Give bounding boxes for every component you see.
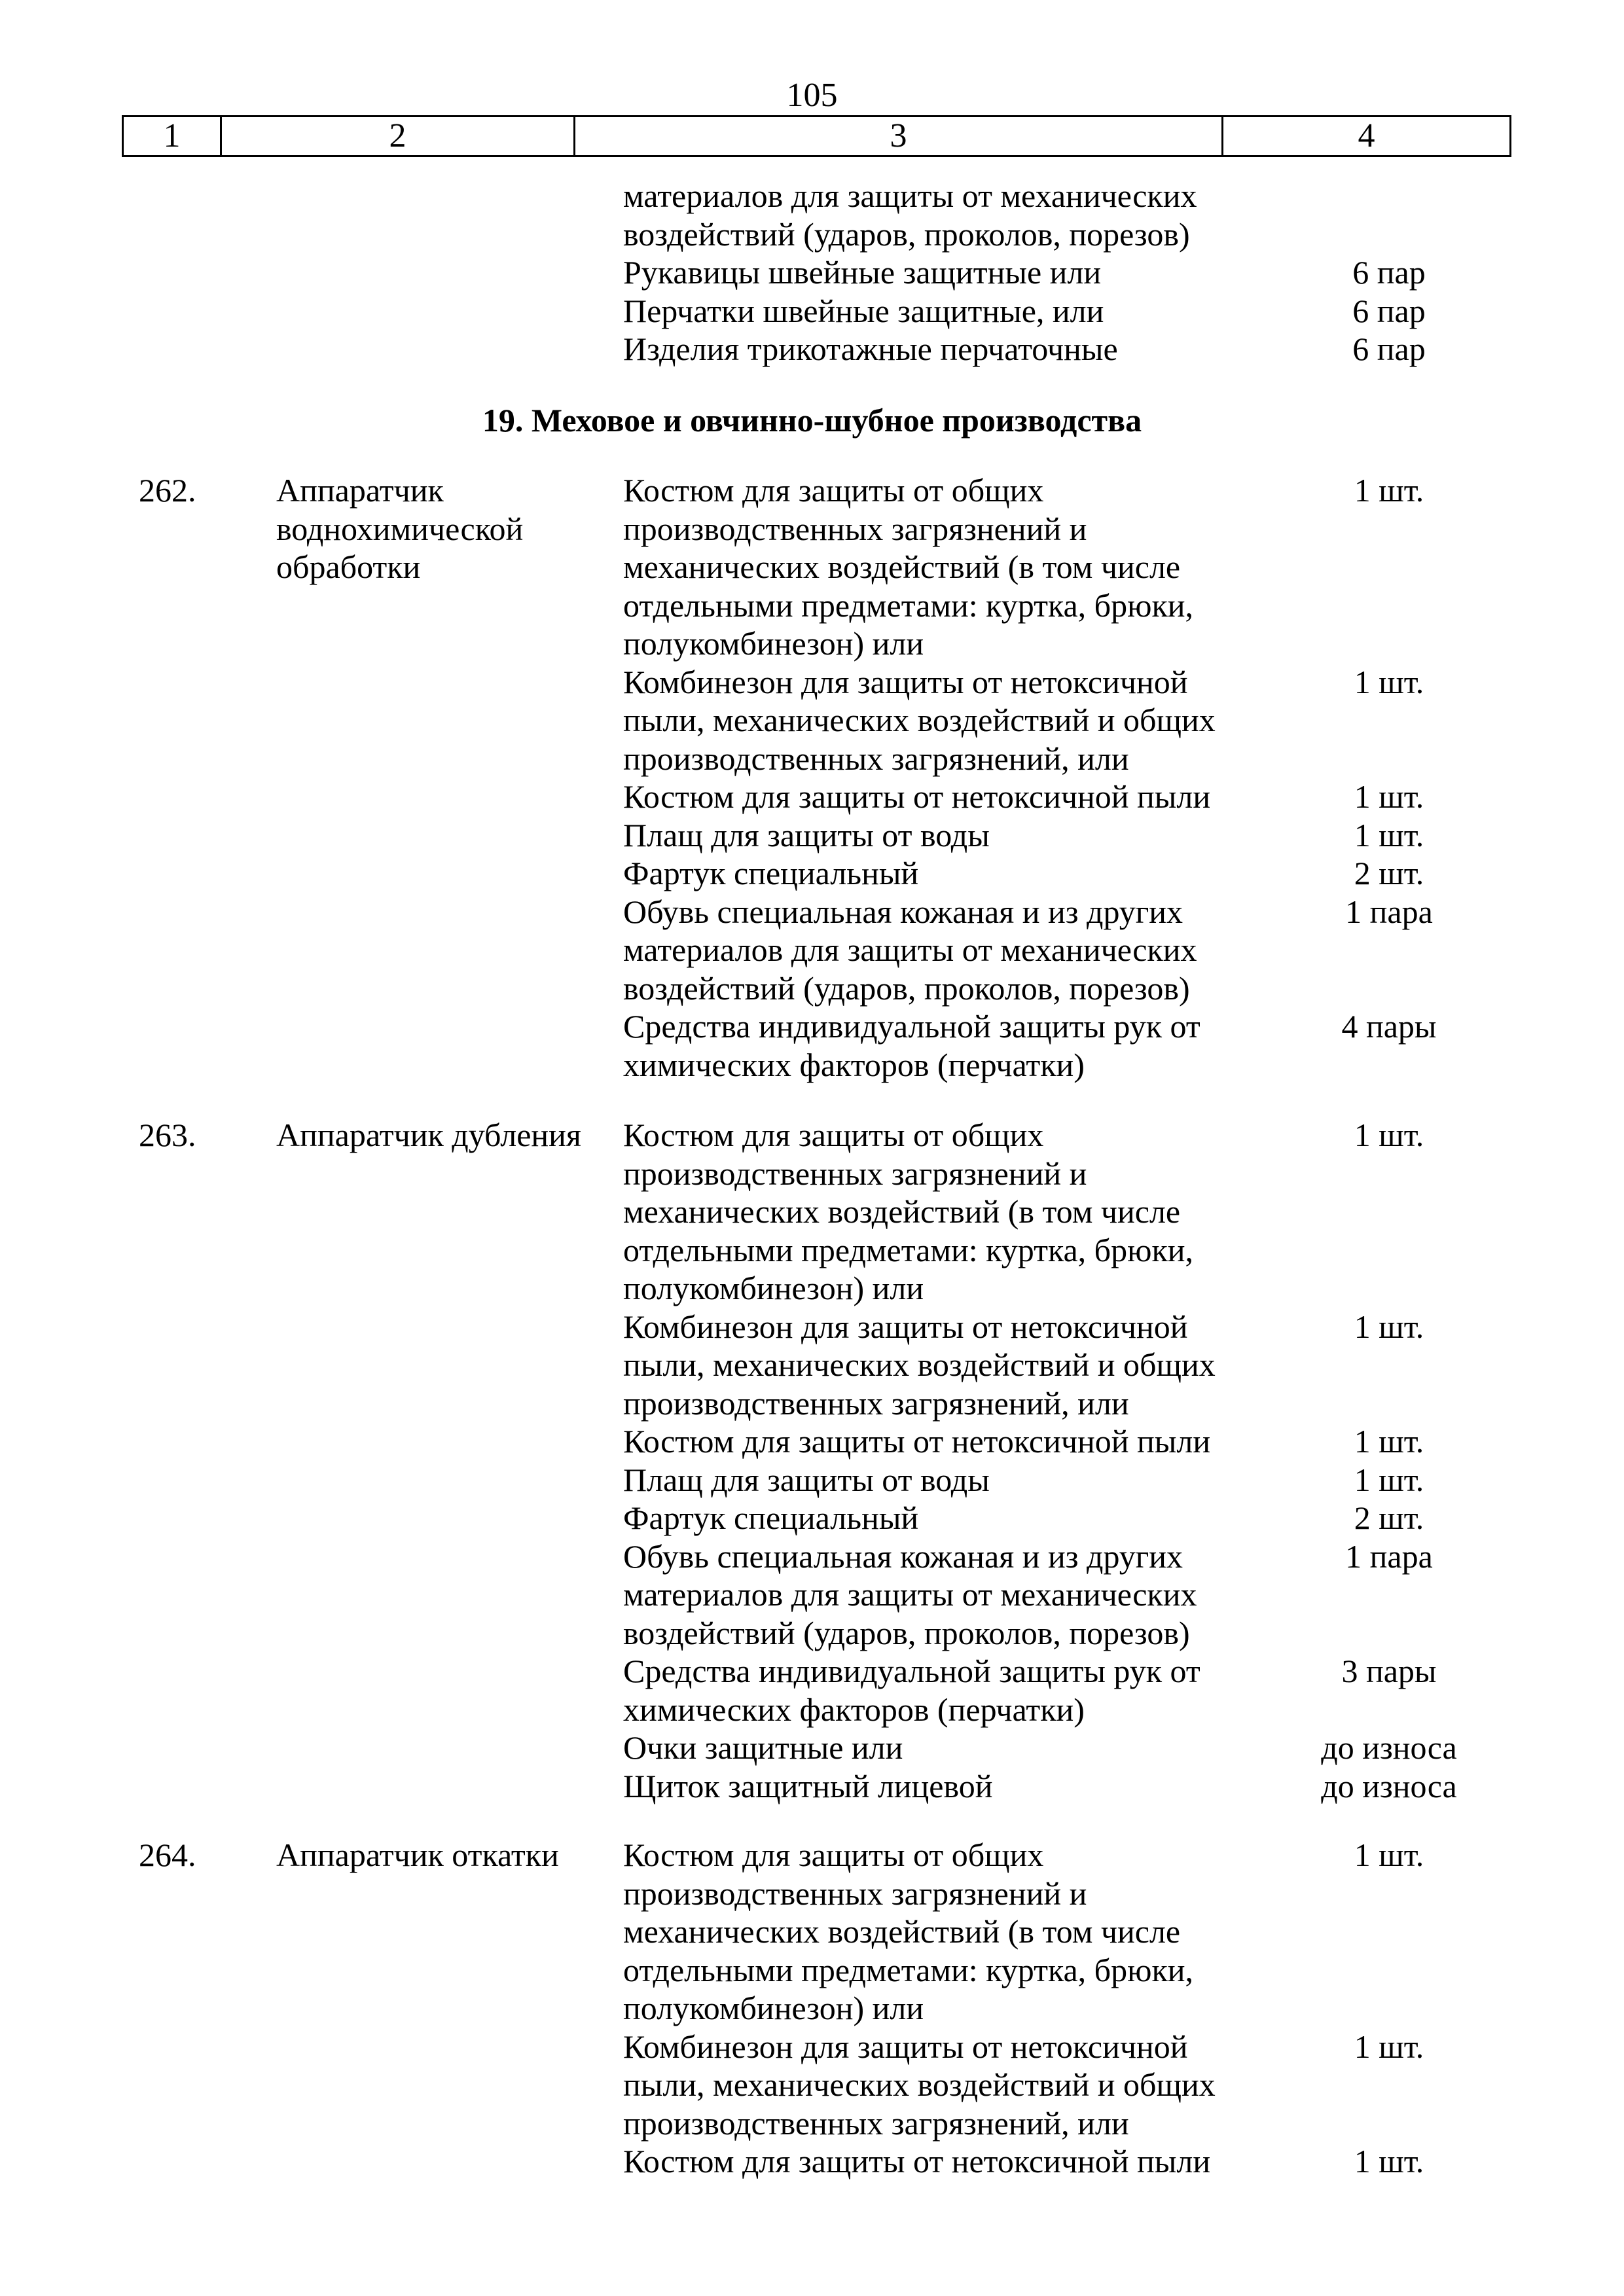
item-quantity: 2 шт. (1354, 855, 1424, 891)
header-col-2: 2 (221, 117, 575, 156)
item-row (623, 253, 1526, 292)
table-header (122, 115, 1511, 157)
item-row (623, 2028, 1526, 2143)
entry-profession: Аппаратчик откатки (276, 1837, 559, 1873)
item-quantity: 1 пара (1345, 1537, 1433, 1575)
item-name: Костюм для защиты от нетоксичной пыли (623, 1423, 1211, 1460)
item-quantity: 1 шт. (1354, 1837, 1424, 1873)
item-quantity: 1 шт. (1354, 2028, 1424, 2065)
item-name: Фартук специальный (623, 855, 919, 891)
item-name: Плащ для защиты от воды (623, 816, 990, 853)
item-quantity: 1 шт. (1354, 1461, 1424, 1498)
item-name: Комбинезон для защиты от нетоксичной пыли, механических воздействий и общих производственных загрязнений, или (623, 663, 1216, 777)
item-row (623, 1308, 1526, 1423)
item-quantity: 1 шт. (1354, 2143, 1424, 2179)
item-row (623, 854, 1526, 893)
item-row (623, 1767, 1526, 1806)
entry-items (623, 1116, 1526, 1805)
item-quantity: 3 пары (1341, 1653, 1437, 1689)
item-row (623, 177, 1526, 253)
continuation-items (623, 177, 1526, 368)
item-row (623, 1652, 1526, 1729)
item-name: Комбинезон для защиты от нетоксичной пыли, механических воздействий и общих производственных загрязнений, или (623, 2028, 1216, 2142)
item-name: Костюм для защиты от нетоксичной пыли (623, 2143, 1211, 2179)
item-row (623, 893, 1526, 1008)
item-row (623, 1422, 1526, 1461)
item-quantity: 1 пара (1345, 893, 1433, 930)
item-quantity: 1 шт. (1354, 663, 1424, 700)
entry-263 (0, 1116, 1624, 1805)
entry-number: 264. (139, 1837, 196, 1873)
item-name: Костюм для защиты от нетоксичной пыли (623, 778, 1211, 815)
item-quantity: 1 шт. (1354, 472, 1424, 509)
item-quantity: 1 шт. (1354, 816, 1424, 853)
entry-items (623, 1836, 1526, 2181)
entry-number: 263. (139, 1117, 196, 1153)
item-name: Обувь специальная кожаная и из других материалов для защиты от механических воздействий (ударов, проколов, порезов) (623, 1537, 1197, 1651)
item-name: Обувь специальная кожаная и из других материалов для защиты от механических воздействий (ударов, проколов, порезов) (623, 893, 1197, 1007)
item-row (623, 1537, 1526, 1653)
item-quantity: 1 шт. (1354, 1423, 1424, 1460)
item-name: Перчатки швейные защитные, или (623, 292, 1104, 329)
item-row (623, 1116, 1526, 1308)
item-row (623, 471, 1526, 663)
item-name: Костюм для защиты от общих производственных загрязнений и механических воздействий (в том числе отдельными предметами: куртка, брюки, полукомбинезон) или (623, 1837, 1194, 2026)
item-name: Очки защитные или (623, 1729, 903, 1766)
entry-262 (0, 471, 1624, 1084)
header-col-1: 1 (123, 117, 221, 156)
item-row (623, 1007, 1526, 1084)
item-name: Средства индивидуальной защиты рук от химических факторов (перчатки) (623, 1008, 1200, 1083)
item-name: Костюм для защиты от общих производственных загрязнений и механических воздействий (в том числе отдельными предметами: куртка, брюки, полукомбинезон) или (623, 472, 1194, 662)
entry-items (623, 471, 1526, 1084)
header-col-4: 4 (1223, 117, 1511, 156)
item-row (623, 292, 1526, 331)
entry-profession: Аппаратчик воднохимической обработки (276, 472, 524, 585)
section-title: 19. Меховое и овчинно-шубное производства (482, 402, 1142, 439)
item-row (623, 2142, 1526, 2181)
item-name: Щиток защитный лицевой (623, 1767, 993, 1804)
item-quantity: 1 шт. (1354, 778, 1424, 815)
item-name: Средства индивидуальной защиты рук от химических факторов (перчатки) (623, 1653, 1200, 1728)
item-quantity: до износа (1321, 1729, 1457, 1766)
item-name: Изделия трикотажные перчаточные (623, 331, 1118, 367)
item-quantity: 1 шт. (1354, 1308, 1424, 1345)
header-col-3: 3 (575, 117, 1223, 156)
item-name: Комбинезон для защиты от нетоксичной пыли, механических воздействий и общих производственных загрязнений, или (623, 1308, 1216, 1422)
item-name: Фартук специальный (623, 1499, 919, 1536)
page-number: 105 (786, 77, 838, 114)
entry-profession: Аппаратчик дубления (276, 1117, 581, 1153)
item-quantity: 6 пар (1352, 292, 1426, 329)
item-row (623, 1729, 1526, 1767)
item-row (623, 778, 1526, 816)
entry-number: 262. (139, 472, 196, 509)
item-quantity: 4 пары (1341, 1008, 1437, 1045)
continuation-block (0, 177, 1624, 368)
item-name: Плащ для защиты от воды (623, 1461, 990, 1498)
item-name: Костюм для защиты от общих производственных загрязнений и механических воздействий (в том числе отдельными предметами: куртка, брюки, полукомбинезон) или (623, 1117, 1194, 1306)
item-quantity: 1 шт. (1354, 1117, 1424, 1153)
entry-264 (0, 1836, 1624, 2181)
item-quantity: 6 пар (1352, 254, 1426, 291)
item-row (623, 1836, 1526, 2028)
item-quantity: до износа (1321, 1767, 1457, 1804)
item-row (623, 1461, 1526, 1499)
item-row (623, 663, 1526, 778)
item-row (623, 816, 1526, 855)
item-row (623, 1499, 1526, 1537)
item-row (623, 330, 1526, 368)
item-quantity: 6 пар (1352, 331, 1426, 367)
item-quantity: 2 шт. (1354, 1499, 1424, 1536)
item-name: материалов для защиты от механических воздействий (ударов, проколов, порезов) (623, 177, 1197, 253)
item-name: Рукавицы швейные защитные или (623, 254, 1102, 291)
